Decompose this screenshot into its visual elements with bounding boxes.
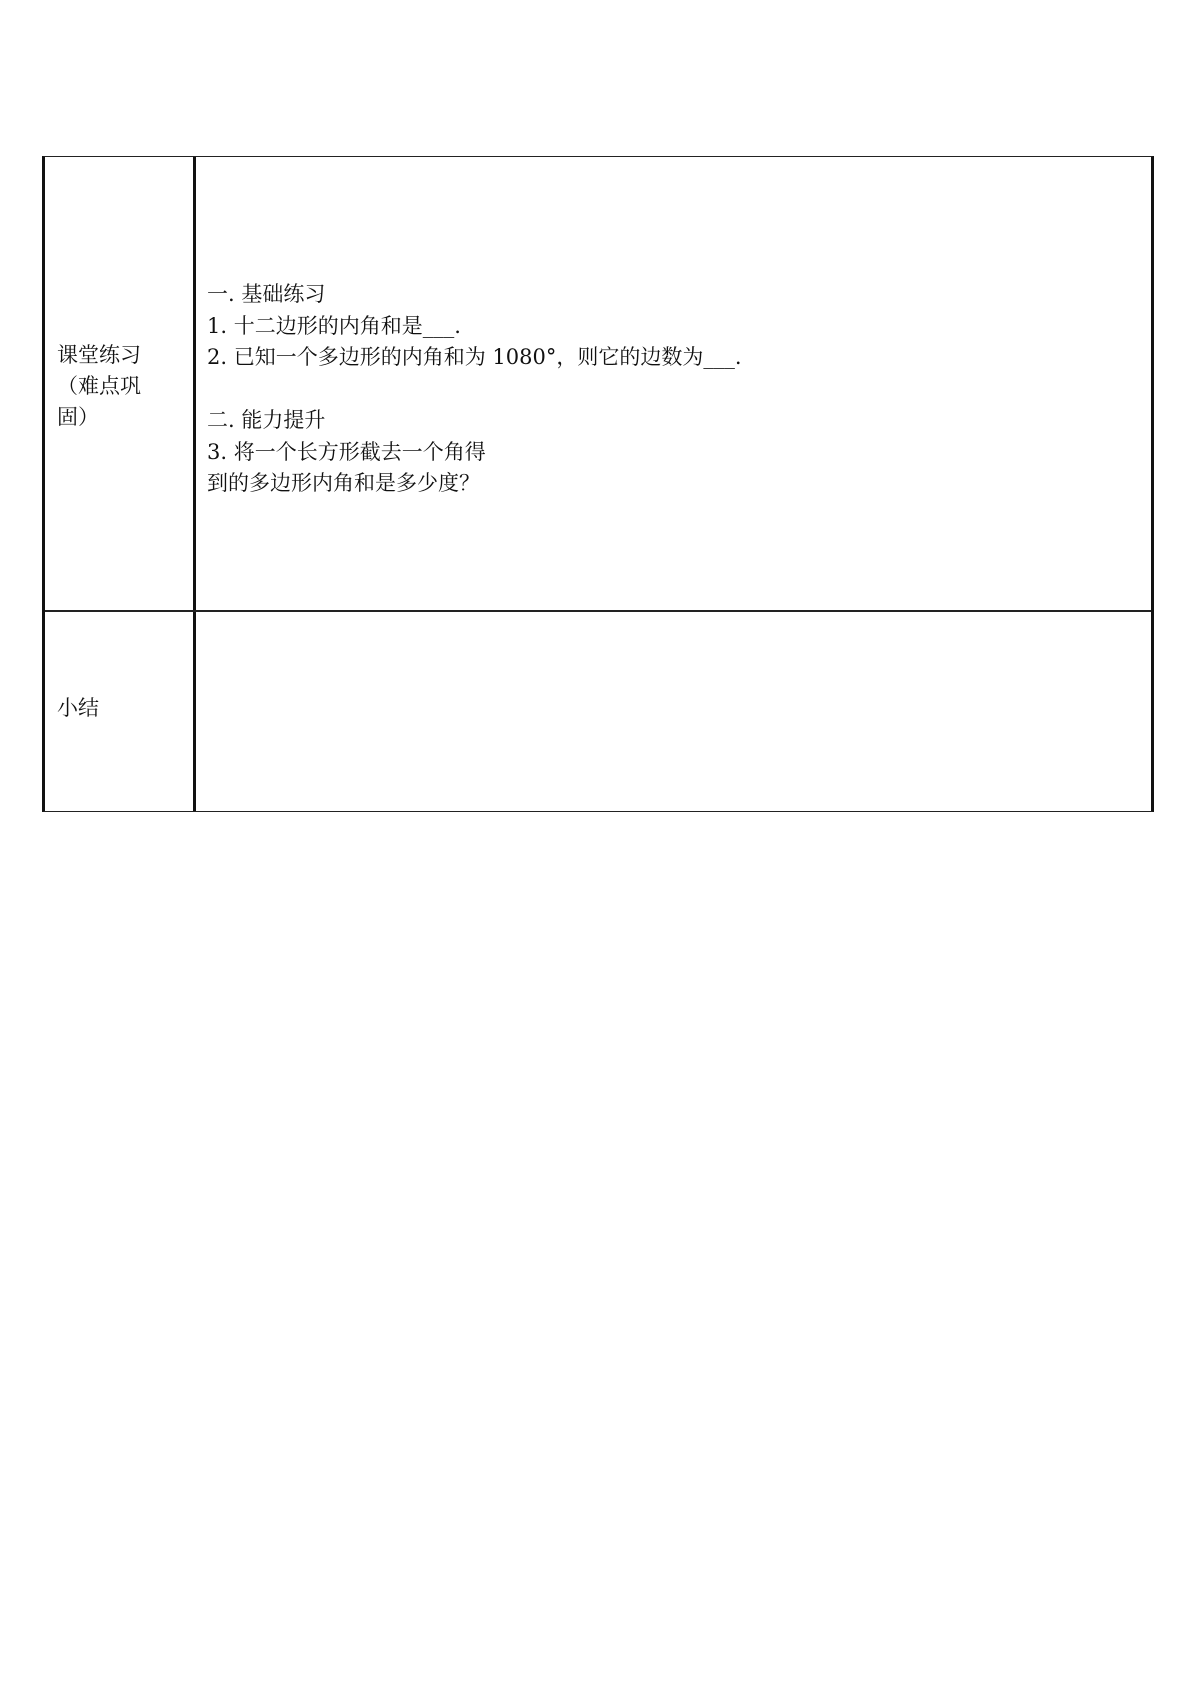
practice-content (207, 279, 742, 500)
section-advanced-title: 二. 能力提升 (207, 408, 326, 432)
section-basic-title: 一. 基础练习 (207, 282, 326, 306)
practice-label-line-2: （难点巩 (57, 374, 141, 398)
practice-row-label (57, 340, 141, 433)
question-1: 1. 十二边形的内角和是___. (207, 313, 461, 338)
column-divider (193, 157, 196, 811)
summary-row-label: 小结 (57, 696, 99, 720)
row-divider (45, 610, 1151, 612)
lesson-table (42, 156, 1154, 812)
blank-line (207, 374, 742, 406)
question-2: 2. 已知一个多边形的内角和为 1080°，则它的边数为___. (207, 345, 742, 369)
question-3-line-2: 到的多边形内角和是多少度？ (207, 471, 480, 495)
practice-label-line-1: 课堂练习 (57, 343, 141, 367)
practice-label-line-3: 固） (57, 405, 99, 429)
question-3-line-1: 3. 将一个长方形截去一个角得 (207, 439, 486, 464)
